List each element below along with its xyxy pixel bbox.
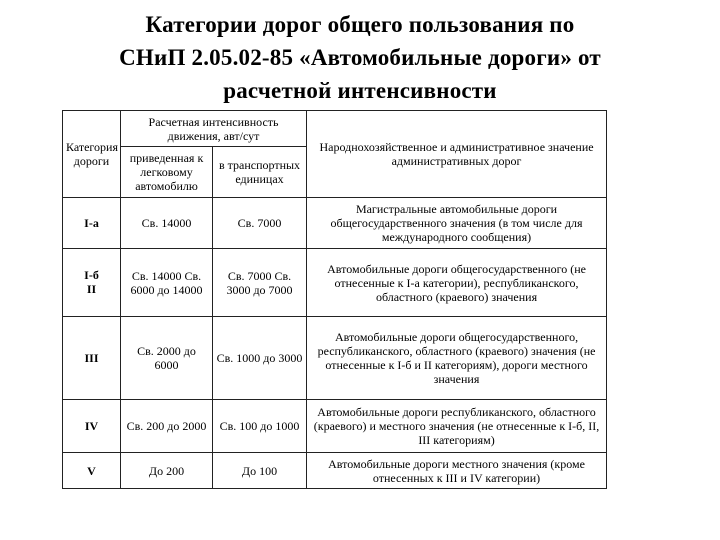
title-line-2: СНиП 2.05.02-85 «Автомобильные дороги» от bbox=[119, 45, 601, 70]
transport-cell: До 100 bbox=[213, 453, 307, 489]
header-purpose: Народнохозяйственное и административное значение административных дорог bbox=[307, 111, 607, 198]
category-cell: I-а bbox=[63, 198, 121, 249]
purpose-cell: Магистральные автомобильные дороги общегосударственного значения (в том числе для международного сообщения) bbox=[307, 198, 607, 249]
header-row-top bbox=[63, 111, 607, 147]
header-category: Категория дороги bbox=[63, 111, 121, 198]
category-label: II bbox=[86, 282, 97, 296]
table-row bbox=[63, 400, 607, 453]
table-row bbox=[63, 317, 607, 400]
header-transport: в транспортных единицах bbox=[213, 147, 307, 198]
reduced-cell: Св. 2000 до 6000 bbox=[121, 317, 213, 400]
category-cell: V bbox=[63, 453, 121, 489]
category-cell bbox=[63, 249, 121, 317]
category-cell: IV bbox=[63, 400, 121, 453]
table-row bbox=[63, 453, 607, 489]
road-category-table bbox=[62, 110, 607, 489]
reduced-cell: Св. 14000 Св. 6000 до 14000 bbox=[121, 249, 213, 317]
table-row bbox=[63, 249, 607, 317]
purpose-cell: Автомобильные дороги республиканского, областного (краевого) и местного значения (не отнесенные к I-б, II, III категориям) bbox=[307, 400, 607, 453]
purpose-cell: Автомобильные дороги общегосударственного (не отнесенные к I-а категории), республиканского, областного (краевого) значения bbox=[307, 249, 607, 317]
reduced-cell: Св. 200 до 2000 bbox=[121, 400, 213, 453]
header-reduced: приведенная к легковому автомобилю bbox=[121, 147, 213, 198]
purpose-cell: Автомобильные дороги общегосударственного, республиканского, областного (краевого) значения (не отнесенные к I-б и II категориям), дороги местного значения bbox=[307, 317, 607, 400]
transport-cell: Св. 7000 Св. 3000 до 7000 bbox=[213, 249, 307, 317]
table-row bbox=[63, 198, 607, 249]
title-line-1: Категории дорог общего пользования по bbox=[145, 12, 575, 37]
reduced-cell: Св. 14000 bbox=[121, 198, 213, 249]
header-intensity: Расчетная интенсивность движения, авт/сут bbox=[121, 111, 307, 147]
transport-cell: Св. 100 до 1000 bbox=[213, 400, 307, 453]
reduced-cell: До 200 bbox=[121, 453, 213, 489]
category-label: I-б bbox=[84, 268, 99, 282]
page-title bbox=[40, 8, 680, 107]
purpose-cell: Автомобильные дороги местного значения (кроме отнесенных к III и IV категории) bbox=[307, 453, 607, 489]
category-cell: III bbox=[63, 317, 121, 400]
title-line-3: расчетной интенсивности bbox=[223, 78, 497, 103]
transport-cell: Св. 7000 bbox=[213, 198, 307, 249]
transport-cell: Св. 1000 до 3000 bbox=[213, 317, 307, 400]
